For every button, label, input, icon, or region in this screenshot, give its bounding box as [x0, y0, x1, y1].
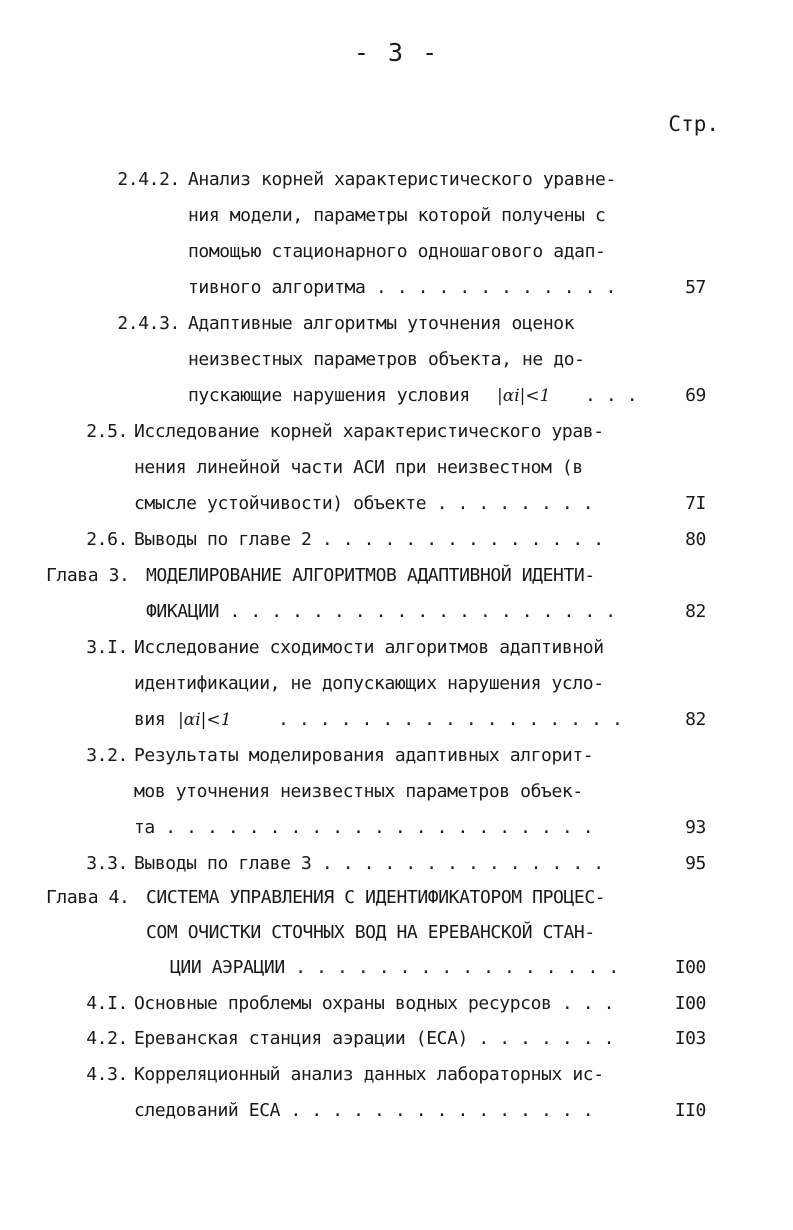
page-column-header: Стр. — [668, 112, 719, 136]
toc-line — [0, 880, 793, 916]
toc-chapter-title: СОМ ОЧИСТКИ СТОЧНЫХ ВОД НА ЕРЕВАНСКОЙ СТАН- — [146, 922, 595, 943]
toc-line — [0, 986, 793, 1022]
toc-page-number: 69 — [685, 385, 706, 406]
toc-line — [0, 450, 793, 486]
toc-line — [0, 846, 793, 882]
toc-line — [0, 162, 793, 198]
toc-chapter-number: Глава 3. — [46, 565, 130, 586]
toc-entry-text: смысле устойчивости) объекте . . . . . . . . — [134, 493, 594, 514]
handwritten-condition: |αi|<1 — [178, 710, 232, 730]
toc-entry-text: Корреляционный анализ данных лабораторных ис- — [134, 1064, 604, 1085]
toc-entry-number: 4.I. — [86, 993, 128, 1014]
toc-chapter-number: Глава 4. — [46, 887, 130, 908]
toc-line — [0, 1057, 793, 1093]
toc-page-number: 82 — [685, 601, 706, 622]
toc-page-number: 80 — [685, 529, 706, 550]
toc-line — [0, 666, 793, 702]
toc-line — [0, 522, 793, 558]
toc-entry-text: пускающие нарушения условия — [188, 385, 470, 406]
toc-entry-text: Исследование сходимости алгоритмов адаптивной — [134, 637, 604, 658]
toc-entry-number: 2.4.3. — [117, 313, 180, 334]
toc-entry-text: тивного алгоритма . . . . . . . . . . . . — [188, 277, 616, 298]
toc-entry-text: помощью стационарного одношагового адап- — [188, 241, 606, 262]
toc-entry-number: 3.2. — [86, 745, 128, 766]
toc-page-number: 7I — [685, 493, 706, 514]
toc-page-number: II0 — [674, 1100, 706, 1121]
toc-line — [0, 486, 793, 522]
toc-entry-text: Адаптивные алгоритмы уточнения оценок — [188, 313, 575, 334]
toc-entry-text: следований ЕСА . . . . . . . . . . . . . . . — [134, 1100, 594, 1121]
toc-page-number: 57 — [685, 277, 706, 298]
toc-line — [0, 630, 793, 666]
toc-line — [0, 378, 793, 414]
toc-entry-text: Результаты моделирования адаптивных алгорит- — [134, 745, 594, 766]
toc-line — [0, 234, 793, 270]
toc-entry-text: мов уточнения неизвестных параметров объек- — [134, 781, 583, 802]
toc-entry-text: Основные проблемы охраны водных ресурсов . . . — [134, 993, 615, 1014]
toc-line — [0, 774, 793, 810]
toc-entry-text: нения линейной части АСИ при неизвестном (в — [134, 457, 583, 478]
toc-entry-number: 4.3. — [86, 1064, 128, 1085]
toc-line — [0, 915, 793, 951]
toc-chapter-title: СИСТЕМА УПРАВЛЕНИЯ С ИДЕНТИФИКАТОРОМ ПРОЦЕС- — [146, 887, 606, 908]
page-number: - 3 - — [353, 38, 440, 67]
toc-chapter-title: ФИКАЦИИ . . . . . . . . . . . . . . . . . . . — [146, 601, 616, 622]
toc-entry-text: идентификации, не допускающих нарушения усло- — [134, 673, 604, 694]
toc-entry-text: та . . . . . . . . . . . . . . . . . . . . . — [134, 817, 594, 838]
toc-line — [0, 1093, 793, 1129]
toc-entry-text: Ереванская станция аэрации (ЕСА) . . . . . . . — [134, 1028, 615, 1049]
toc-line — [0, 702, 793, 738]
toc-page-number: I00 — [674, 993, 706, 1014]
toc-chapter-title: МОДЕЛИРОВАНИЕ АЛГОРИТМОВ АДАПТИВНОЙ ИДЕНТИ- — [146, 565, 595, 586]
toc-entry-number: 2.6. — [86, 529, 128, 550]
toc-line — [0, 414, 793, 450]
toc-entry-text: Выводы по главе 3 . . . . . . . . . . . . . . — [134, 853, 604, 874]
toc-entry-text: ния модели, параметры которой получены с — [188, 205, 606, 226]
toc-chapter-title: ЦИИ АЭРАЦИИ . . . . . . . . . . . . . . . . — [170, 957, 619, 978]
toc-entry-text: Исследование корней характеристического урав- — [134, 421, 604, 442]
toc-line — [0, 270, 793, 306]
toc-entry-text: Анализ корней характеристического уравне- — [188, 169, 616, 190]
toc-entry-number: 2.4.2. — [117, 169, 180, 190]
toc-line — [0, 342, 793, 378]
toc-line — [0, 738, 793, 774]
toc-line — [0, 950, 793, 986]
toc-leader-dots: . . . . . . . . . . . . . . . . . — [278, 709, 623, 730]
toc-line — [0, 198, 793, 234]
toc-entry-text: Выводы по главе 2 . . . . . . . . . . . . . . — [134, 529, 604, 550]
toc-leader-dots: . . . — [585, 385, 638, 406]
toc-entry-number: 2.5. — [86, 421, 128, 442]
toc-line — [0, 594, 793, 630]
toc-entry-number: 4.2. — [86, 1028, 128, 1049]
toc-page-number: 93 — [685, 817, 706, 838]
toc-page-number: 82 — [685, 709, 706, 730]
toc-entry-number: 3.I. — [86, 637, 128, 658]
toc-page-number: I03 — [674, 1028, 706, 1049]
toc-entry-text: неизвестных параметров объекта, не до- — [188, 349, 585, 370]
toc-entry-text: вия — [134, 709, 166, 730]
toc-line — [0, 558, 793, 594]
toc-line — [0, 1021, 793, 1057]
toc-line — [0, 810, 793, 846]
toc-page-number: 95 — [685, 853, 706, 874]
handwritten-condition: |αi|<1 — [497, 386, 551, 406]
toc-entry-number: 3.3. — [86, 853, 128, 874]
toc-line — [0, 306, 793, 342]
toc-page-number: I00 — [674, 957, 706, 978]
